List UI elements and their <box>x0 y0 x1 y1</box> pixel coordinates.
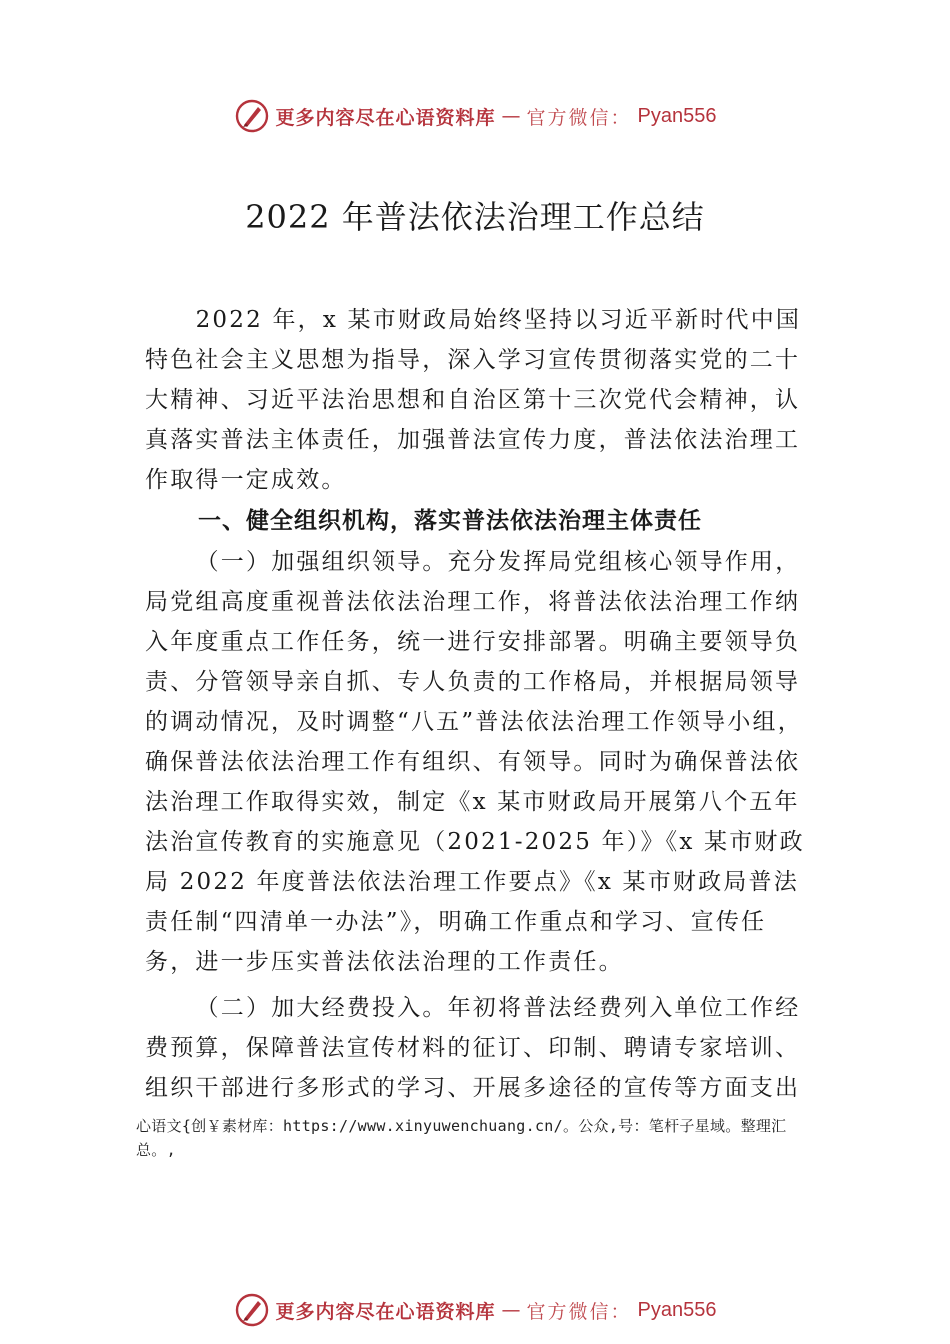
banner-slogan: 更多内容尽在心语资料库 <box>275 106 496 129</box>
banner-dash: — <box>501 105 521 127</box>
footer-banner <box>0 1290 950 1330</box>
banner-slogan: 更多内容尽在心语资料库 <box>275 1300 496 1323</box>
banner-official-label: 官方微信： <box>526 106 632 129</box>
intro-paragraph: 2022 年，x 某市财政局始终坚持以习近平新时代中国特色社会主义思想为指导，深入学习宣传贯彻落实党的二十大精神、习近平法治思想和自治区第十三次党代会精神，认真落实普法主体责任，加强普法宣传力度，普法依法治理工作取得一定成效。 <box>145 307 802 493</box>
banner-wechat-handle: Pyan556 <box>637 1298 717 1321</box>
section1-paragraph-2: （二）加大经费投入。年初将普法经费列入单位工作经费预算，保障普法宣传材料的征订、印制、聘请专家培训、 组织干部进行多形式的学习、开展多途径的宣传等方面支出 <box>145 995 801 1101</box>
source-footnote: 心语文{创￥素材库：https://www.xinyuwenchuang.cn/。公众,号：笔杆子星域。整理汇总。, <box>136 1117 787 1159</box>
section-heading-1: 一、健全组织机构，落实普法依法治理主体责任 <box>198 508 702 534</box>
quill-pen-seal-icon <box>234 98 270 134</box>
banner-official-label: 官方微信： <box>526 1300 632 1323</box>
section1-paragraph-1: （一）加强组织领导。充分发挥局党组核心领导作用，局党组高度重视普法依法治理工作，将普法依法治理工作纳入年度重点工作任务，统一进行安排部署。明确主要领导负责、分管领导亲自抓、专人负责的工作格局，并根据局领导的调动情况，及时调整“八五”普法依法治理工作领导小组，确保普法依法治理工作有组织、有领导。同时为确保普法依法治理工作取得实效，制定《x 某市财政局开展第八个五年法治宣传教育的实施意见（2021-2025 年）》《x 某市财政局 2022 年度普法依法治理工作要点》《x 某市财政局普法责任制“四清单一办法”》，明确工作重点和学习、宣传任务，进一步压实普法依法治理的工作责任。 <box>145 549 805 975</box>
document-title: 2022 年普法依法治理工作总结 <box>245 198 705 236</box>
banner-dash: — <box>501 1299 521 1321</box>
quill-pen-seal-icon <box>234 1292 270 1328</box>
banner-wechat-handle: Pyan556 <box>637 104 717 127</box>
header-banner <box>0 96 950 136</box>
